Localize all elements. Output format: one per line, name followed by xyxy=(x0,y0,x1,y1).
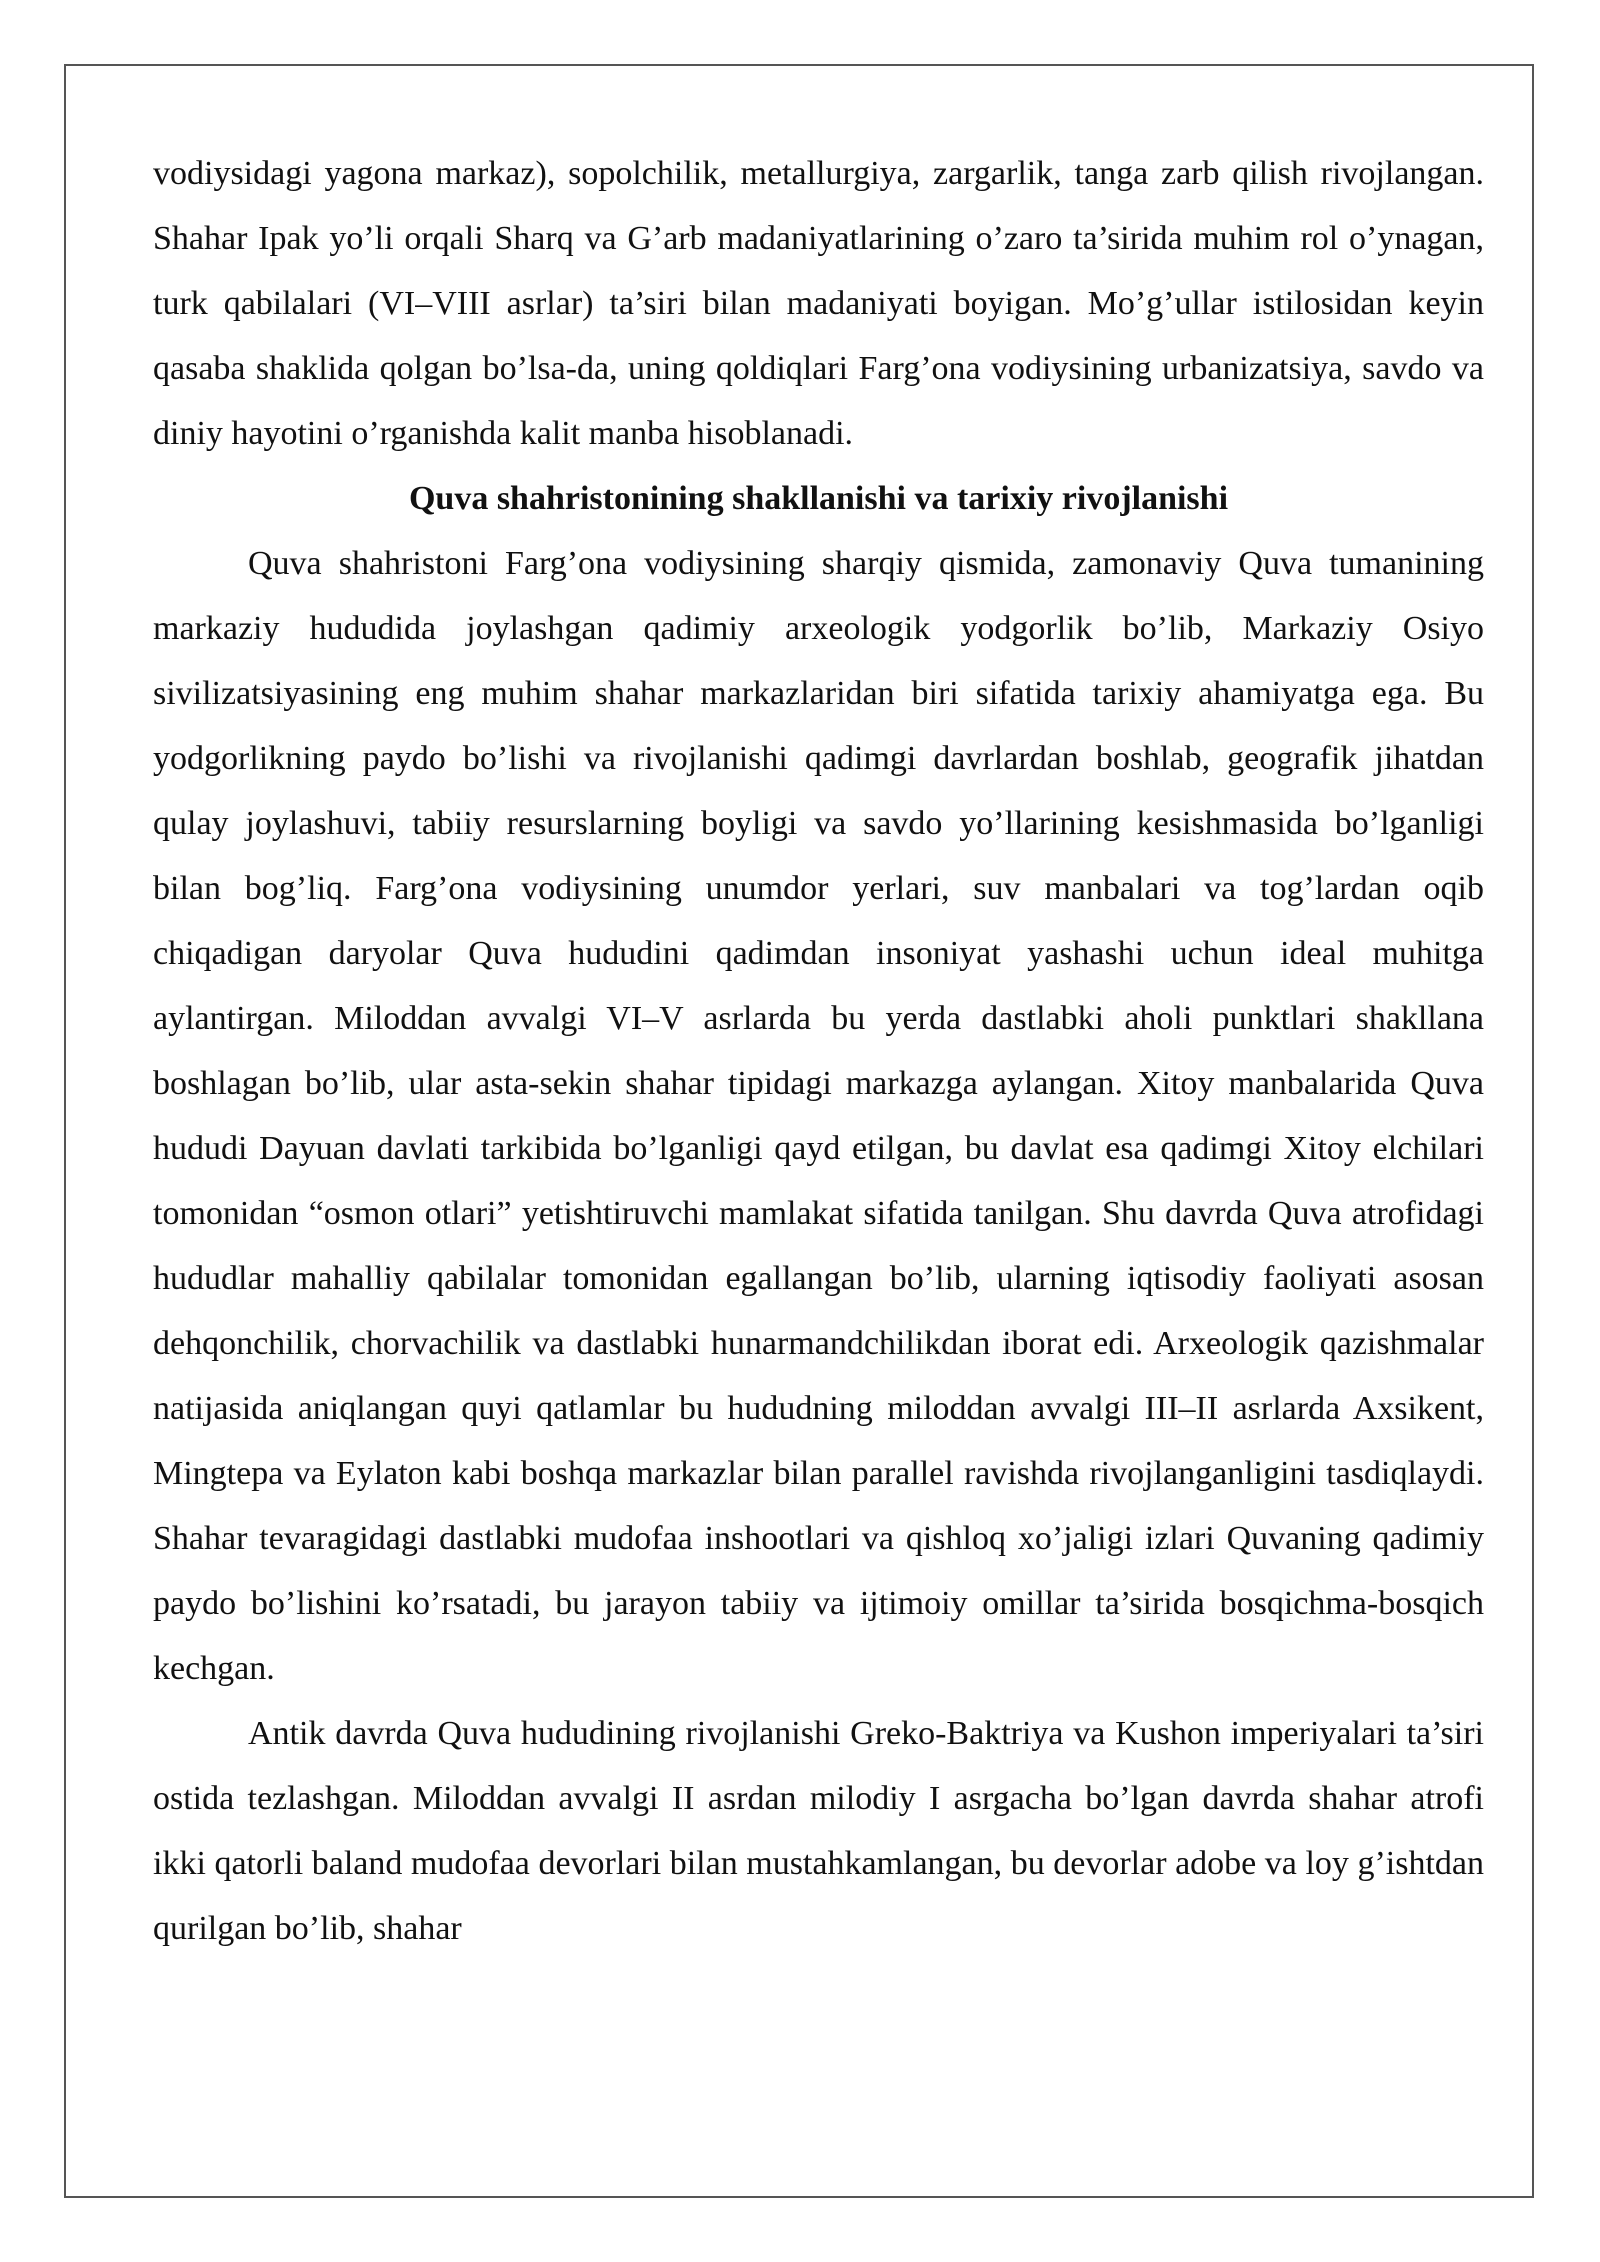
section-heading: Quva shahristonining shakllanishi va tarixiy rivojlanishi xyxy=(408,480,1229,517)
paragraph-antiquity: Antik davrda Quva hududining rivojlanishi Greko-Baktriya va Kushon imperiyalari ta’siri ostida tezlashgan. Miloddan avvalgi II asrdan milodiy I asrgacha bo’lgan davrda shahar atrofi ikki qatorli baland mudofaa devorlari bilan mustahkamlangan, bu devorlar adobe va loy g’ishtdan qurilgan bo’lib, shahar xyxy=(153,1715,1484,1947)
paragraph-origins: Quva shahristoni Farg’ona vodiysining sharqiy qismida, zamonaviy Quva tumanining markaziy hududida joylashgan qadimiy arxeologik yodgorlik bo’lib, Markaziy Osiyo sivilizatsiyasining eng muhim shahar markazlaridan biri sifatida tarixiy ahamiyatga ega. Bu yodgorlikning paydo bo’lishi va rivojlanishi qadimgi davrlardan boshlab, geografik jihatdan qulay joylashuvi, tabiiy resurslarning boyligi va savdo yo’llarining kesishmasida bo’lganligi bilan bog’liq. Farg’ona vodiysining unumdor yerlari, suv manbalari va tog’lardan oqib chiqadigan daryolar Quva hududini qadimdan insoniyat yashashi uchun ideal muhitga aylantirgan. Miloddan avvalgi VI–V asrlarda bu yerda dastlabki aholi punktlari shakllana boshlagan bo’lib, ular asta-sekin shahar tipidagi markazga aylangan. Xitoy manbalarida Quva hududi Dayuan davlati tarkibida bo’lganligi qayd etilgan, bu davlat esa qadimgi Xitoy elchilari tomonidan “osmon otlari” yetishtiruvchi mamlakat sifatida tanilgan. Shu davrda Quva atrofidagi hududlar mahalliy qabilalar tomonidan egallangan bo’lib, ularning iqtisodiy faoliyati asosan dehqonchilik, chorvachilik va dastlabki hunarmandchilikdan iborat edi. Arxeologik qazishmalar natijasida aniqlangan quyi qatlamlar bu hududning miloddan avvalgi III–II asrlarda Axsikent, Mingtepa va Eylaton kabi boshqa markazlar bilan parallel ravishda rivojlanganligini tasdiqlaydi. Shahar tevaragidagi dastlabki mudofaa inshootlari va qishloq xo’jaligi izlari Quvaning qadimiy paydo bo’lishini ko’rsatadi, bu jarayon tabiiy va ijtimoiy omillar ta’sirida bosqichma-bosqich kechgan. xyxy=(153,545,1484,1687)
paragraph-continued: vodiysidagi yagona markaz), sopolchilik, metallurgiya, zargarlik, tanga zarb qilish rivojlangan. Shahar Ipak yo’li orqali Sharq va G’arb madaniyatlarining o’zaro ta’sirida muhim rol o’ynagan, turk qabilalari (VI–VIII asrlar) ta’siri bilan madaniyati boyigan. Mo’g’ullar istilosidan keyin qasaba shaklida qolgan bo’lsa-da, uning qoldiqlari Farg’ona vodiysining urbanizatsiya, savdo va diniy hayotini o’rganishda kalit manba hisoblanadi. xyxy=(153,155,1484,452)
document-body xyxy=(153,141,1484,1961)
